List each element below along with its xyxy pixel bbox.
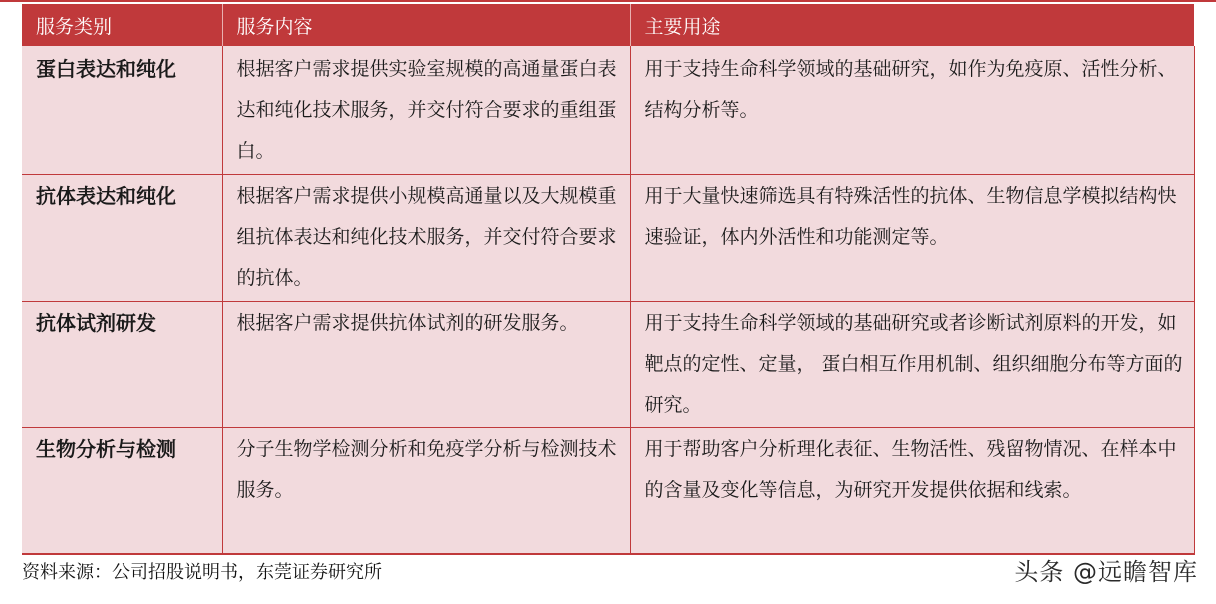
cell-usage: 用于帮助客户分析理化表征、生物活性、残留物情况、在样本中的含量及变化等信息，为研究开发提供依据和线索。: [630, 428, 1194, 555]
cell-content: 根据客户需求提供小规模高通量以及大规模重组抗体表达和纯化技术服务，并交付符合要求的抗体。: [222, 175, 630, 302]
table-row: [22, 46, 1194, 175]
header-content: 服务内容: [222, 4, 630, 46]
cell-usage: 用于支持生命科学领域的基础研究，如作为免疫原、活性分析、结构分析等。: [630, 46, 1194, 175]
table-row: [22, 302, 1194, 428]
cell-usage: 用于支持生命科学领域的基础研究或者诊断试剂原料的开发，如靶点的定性、定量， 蛋白相互作用机制、组织细胞分布等方面的研究。: [630, 302, 1194, 428]
cell-usage: 用于大量快速筛选具有特殊活性的抗体、生物信息学模拟结构快速验证，体内外活性和功能测定等。: [630, 175, 1194, 302]
header-usage: 主要用途: [630, 4, 1194, 46]
cell-content: 根据客户需求提供抗体试剂的研发服务。: [222, 302, 630, 428]
table-row: [22, 175, 1194, 302]
cell-category: 抗体试剂研发: [22, 302, 222, 428]
table-row: [22, 428, 1194, 555]
header-category: 服务类别: [22, 4, 222, 46]
top-rule: [0, 0, 1216, 2]
cell-category: 生物分析与检测: [22, 428, 222, 555]
cell-content: 分子生物学检测分析和免疫学分析与检测技术服务。: [222, 428, 630, 555]
cell-category: 抗体表达和纯化: [22, 175, 222, 302]
source-note: 资料来源：公司招股说明书，东莞证券研究所: [22, 562, 382, 583]
watermark: 头条 @远瞻智库: [1014, 558, 1198, 586]
table-header-row: [22, 4, 1194, 46]
cell-content: 根据客户需求提供实验室规模的高通量蛋白表达和纯化技术服务，并交付符合要求的重组蛋白。: [222, 46, 630, 175]
services-table: [22, 4, 1195, 555]
cell-category: 蛋白表达和纯化: [22, 46, 222, 175]
